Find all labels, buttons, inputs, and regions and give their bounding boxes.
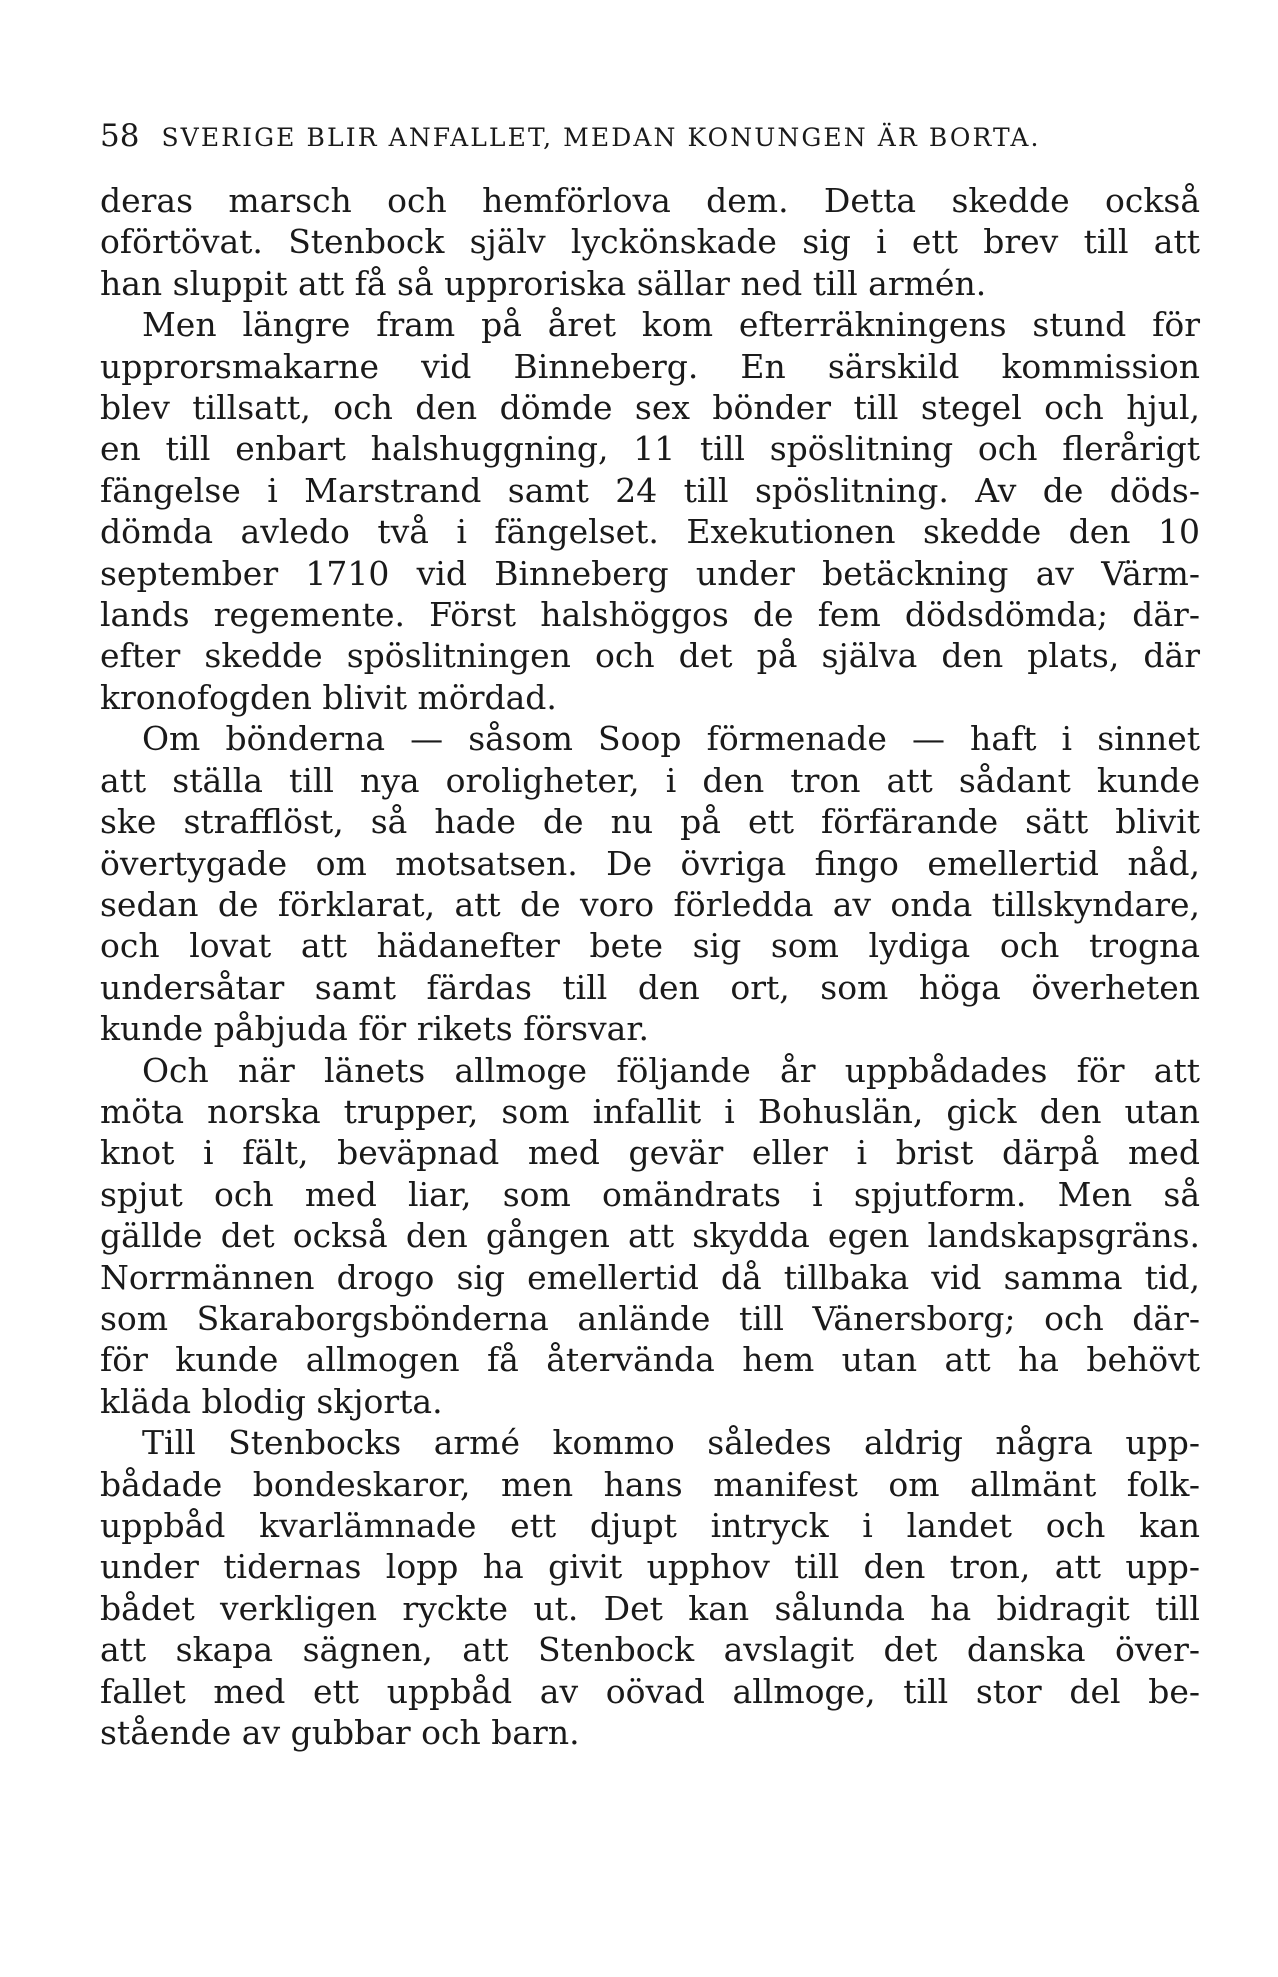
text-line: övertygade om motsatsen. De övriga fingo emellertid nåd, [100, 843, 1200, 883]
text-line: Men längre fram på året kom efterräkningens stund för [142, 305, 1200, 345]
text-line: kunde påbjuda för rikets försvar. [100, 1009, 649, 1049]
paragraph [100, 718, 1200, 1049]
text-line: ske strafflöst, så hade de nu på ett förfärande sätt blivit [100, 802, 1200, 842]
text-line: lands regemente. Först halshöggos de fem dödsdömda; där- [100, 595, 1200, 635]
text-line: Om bönderna — såsom Soop förmenade — haft i sinnet [142, 719, 1200, 759]
text-line: Och när länets allmoge följande år uppbådades för att [142, 1050, 1200, 1090]
text-line: gällde det också den gången att skydda egen landskapsgräns. [100, 1216, 1200, 1256]
text-line: att skapa sägnen, att Stenbock avslagit det danska över- [100, 1630, 1200, 1670]
text-line: september 1710 vid Binneberg under betäckning av Värm- [100, 553, 1200, 593]
text-line: att ställa till nya oroligheter, i den tron att sådant kunde [100, 760, 1200, 800]
paragraph [100, 304, 1200, 718]
text-line: undersåtar samt färdas till den ort, som höga överheten [100, 967, 1200, 1007]
book-page [100, 118, 1200, 1753]
text-line: en till enbart halshuggning, 11 till spöslitning och flerårigt [100, 429, 1200, 469]
text-line: och lovat att hädanefter bete sig som lydiga och trogna [100, 926, 1200, 966]
text-line: Till Stenbocks armé kommo således aldrig några upp- [142, 1423, 1200, 1463]
running-head [100, 118, 1200, 156]
text-line: fallet med ett uppbåd av oövad allmoge, till stor del be- [100, 1671, 1200, 1711]
text-line: deras marsch och hemförlova dem. Detta skedde också [100, 181, 1200, 220]
text-line: efter skedde spöslitningen och det på själva den plats, där [100, 636, 1200, 676]
page-number: 58 [100, 118, 140, 154]
text-line: Norrmännen drogo sig emellertid då tillbaka vid samma tid, [100, 1257, 1200, 1297]
text-line: stående av gubbar och barn. [100, 1713, 580, 1753]
text-line: upprorsmakarne vid Binneberg. En särskild kommission [100, 346, 1200, 386]
running-title: SVERIGE BLIR ANFALLET, MEDAN KONUNGEN ÄR BORTA. [161, 123, 1041, 152]
text-line: kronofogden blivit mördad. [100, 677, 557, 717]
text-line: fängelse i Marstrand samt 24 till spöslitning. Av de döds- [100, 470, 1200, 510]
paragraph [100, 1422, 1200, 1753]
text-line: kläda blodig skjorta. [100, 1381, 443, 1421]
text-line: knot i fält, beväpnad med gevär eller i brist därpå med [100, 1133, 1200, 1173]
text-line: bådet verkligen ryckte ut. Det kan sålunda ha bidragit till [100, 1588, 1200, 1628]
text-line: för kunde allmogen få återvända hem utan att ha behövt [100, 1340, 1200, 1380]
paragraph [100, 1050, 1200, 1423]
text-line: spjut och med liar, som omändrats i spjutform. Men så [100, 1174, 1200, 1214]
text-line: dömda avledo två i fängelset. Exekutionen skedde den 10 [100, 512, 1200, 552]
text-line: blev tillsatt, och den dömde sex bönder till stegel och hjul, [100, 388, 1200, 428]
text-line: sedan de förklarat, att de voro förledda av onda tillskyndare, [100, 884, 1200, 924]
text-line: oförtövat. Stenbock själv lyckönskade sig i ett brev till att [100, 222, 1200, 262]
text-line: bådade bondeskaror, men hans manifest om allmänt folk- [100, 1464, 1200, 1504]
paragraph [100, 180, 1200, 304]
text-line: möta norska trupper, som infallit i Bohuslän, gick den utan [100, 1091, 1200, 1131]
body-text [100, 180, 1200, 1753]
text-line: som Skaraborgsbönderna anlände till Vänersborg; och där- [100, 1298, 1200, 1338]
text-line: uppbåd kvarlämnade ett djupt intryck i landet och kan [100, 1506, 1200, 1545]
text-line: han sluppit att få så upproriska sällar ned till armén. [100, 263, 987, 303]
text-line: under tidernas lopp ha givit upphov till den tron, att upp- [100, 1547, 1200, 1587]
